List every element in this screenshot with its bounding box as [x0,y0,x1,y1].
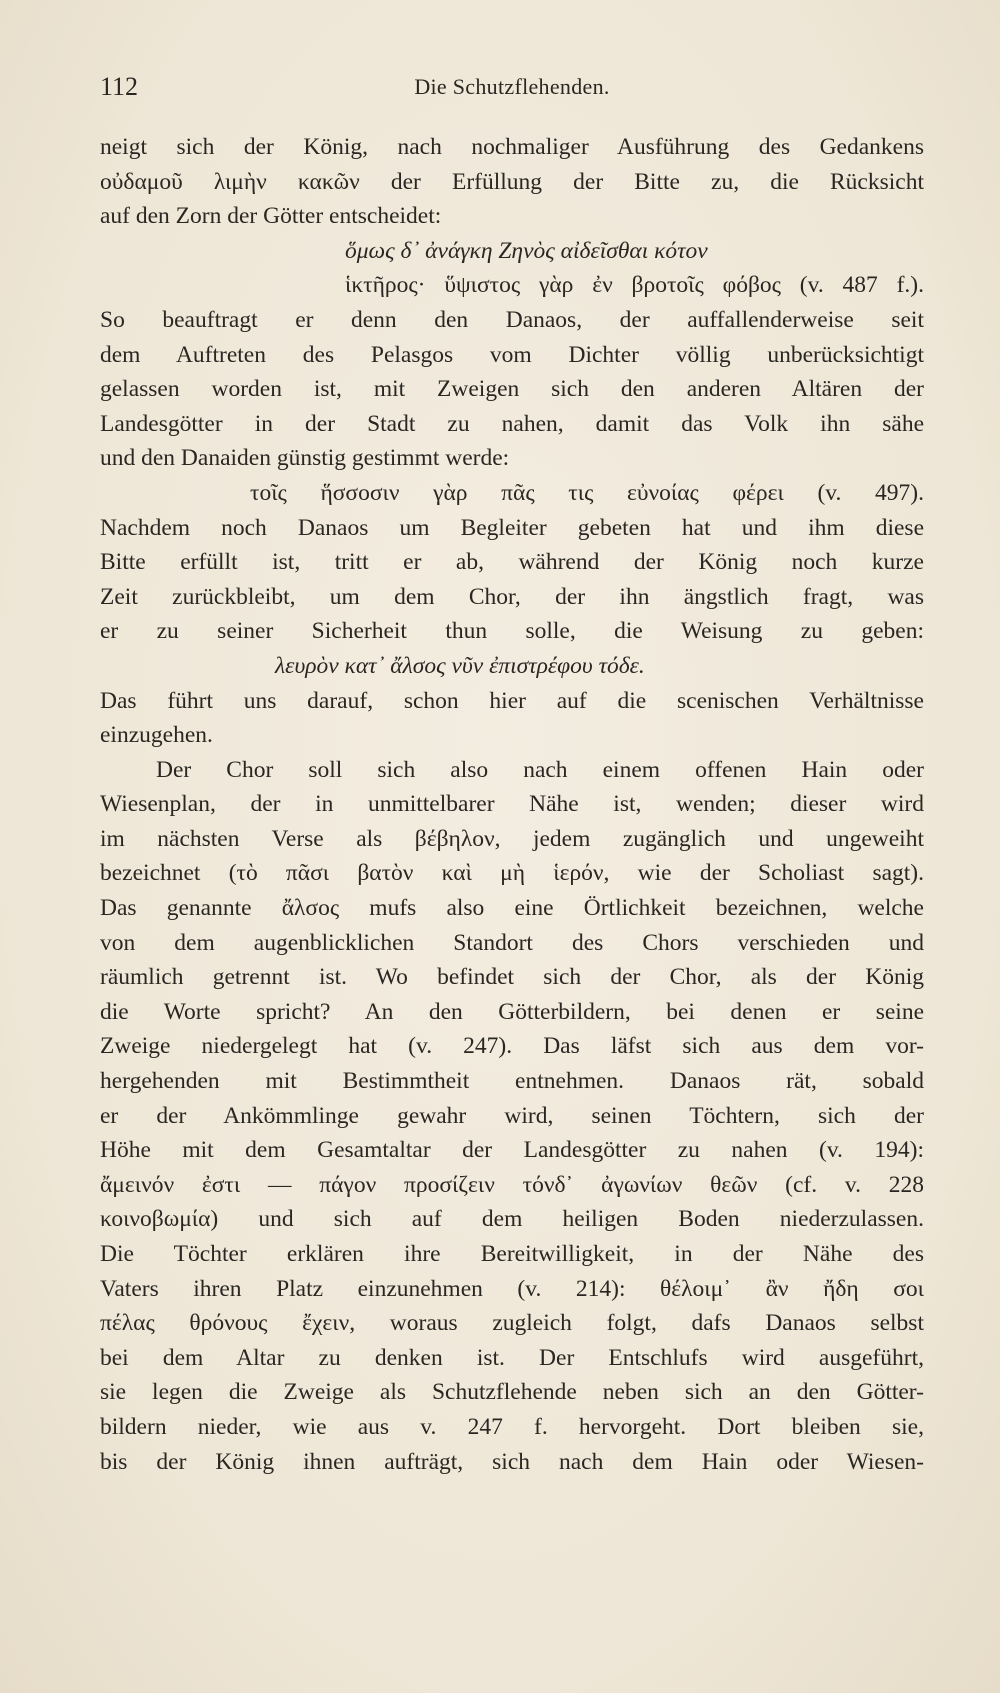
text-line: Zeit zurückbleibt, um dem Chor, der ihn ängstlich fragt, was [100,583,924,610]
paragraph-start-line: Der Chor soll sich also nach einem offenen Hain oder [156,756,924,783]
text-line: neigt sich der König, nach nochmaliger Ausführung des Gedankens [100,134,924,160]
text-line: Wiesenplan, der in unmittelbarer Nähe ist, wenden; dieser wird [100,791,924,818]
page-header [100,72,924,112]
text-line: bildern nieder, wie aus v. 247 f. hervorgeht. Dort bleiben sie, [100,1413,924,1440]
text-line: οὐδαμοῦ λιμὴν κακῶν der Erfüllung der Bitte zu, die Rücksicht [100,168,924,195]
text-line: Die Töchter erklären ihre Bereitwilligkeit, in der Nähe des [100,1241,924,1267]
text-line: πέλας θρόνους ἔχειν, woraus zugleich folgt, dafs Danaos selbst [100,1310,924,1337]
greek-quote-line: τοῖς ἥσσοσιν γὰρ πᾶς τις εὐνοίας φέρει (v. 497). [250,479,924,506]
text-line: hergehenden mit Bestimmtheit entnehmen. Danaos rät, sobald [100,1068,924,1095]
text-line: gelassen worden ist, mit Zweigen sich den anderen Altären der [100,376,924,403]
greek-quote-line: ἱκτῆρος· ὕψιστος γὰρ ἐν βροτοῖς φόβος (v. 487 f.). [345,272,924,299]
text-line: Nachdem noch Danaos um Begleiter gebeten hat und ihm diese [100,514,924,541]
text-line: Landesgötter in der Stadt zu nahen, damit das Volk ihn sähe [100,410,924,437]
text-line: bei dem Altar zu denken ist. Der Entschlufs wird ausgeführt, [100,1344,924,1371]
text-line: ἄμεινόν ἐστι — πάγον προσίζειν τόνδ᾽ ἀγωνίων θεῶν (cf. v. 228 [100,1171,924,1198]
text-line: Bitte erfüllt ist, tritt er ab, während der König noch kurze [100,549,924,576]
text-line: bis der König ihnen aufträgt, sich nach dem Hain oder Wiesen- [100,1448,924,1475]
text-line: und den Danaiden günstig gestimmt werde: [100,445,510,472]
text-line: die Worte spricht? An den Götterbildern, bei denen er seine [100,998,924,1025]
greek-quote-line: λευρὸν κατ᾽ ἄλσος νῦν ἐπιστρέφου τόδε. [275,652,645,679]
text-line: einzugehen. [100,722,213,749]
text-line: räumlich getrennt ist. Wo befindet sich der Chor, als der König [100,964,924,991]
text-line: von dem augenblicklichen Standort des Chors verschieden und [100,929,924,956]
text-line: Höhe mit dem Gesamtaltar der Landesgötter zu nahen (v. 194): [100,1137,924,1164]
text-line: auf den Zorn der Götter entscheidet: [100,203,442,230]
text-line: Vaters ihren Platz einzunehmen (v. 214): θέλοιμ᾽ ἂν ἤδη σοι [100,1275,924,1302]
text-line: So beauftragt er denn den Danaos, der auffallenderweise seit [100,306,924,333]
text-line: dem Auftreten des Pelasgos vom Dichter völlig unberücksichtigt [100,341,924,368]
page-number: 112 [100,72,139,101]
text-line: Das genannte ἄλσος mufs also eine Örtlichkeit bezeichnen, welche [100,895,924,922]
body-text [100,130,924,1479]
greek-quote-line: ὅμως δ᾽ ἀνάγκη Ζηνὸς αἰδεῖσθαι κότον [345,237,708,264]
text-line: κοινοβωμία) und sich auf dem heiligen Boden niederzulassen. [100,1206,924,1233]
running-title: Die Schutzflehenden. [414,74,610,99]
text-line: er zu seiner Sicherheit thun solle, die Weisung zu geben: [100,618,924,645]
text-line: er der Ankömmlinge gewahr wird, seinen Töchtern, sich der [100,1102,924,1129]
text-line: Das führt uns darauf, schon hier auf die scenischen Verhältnisse [100,687,924,714]
text-line: bezeichnet (τὸ πᾶσι βατὸν καὶ μὴ ἱερόν, wie der Scholiast sagt). [100,860,924,887]
text-line: im nächsten Verse als βέβηλον, jedem zugänglich und ungeweiht [100,825,924,852]
text-line: Zweige niedergelegt hat (v. 247). Das läfst sich aus dem vor- [100,1033,924,1060]
text-line: sie legen die Zweige als Schutzflehende neben sich an den Götter- [100,1379,924,1406]
